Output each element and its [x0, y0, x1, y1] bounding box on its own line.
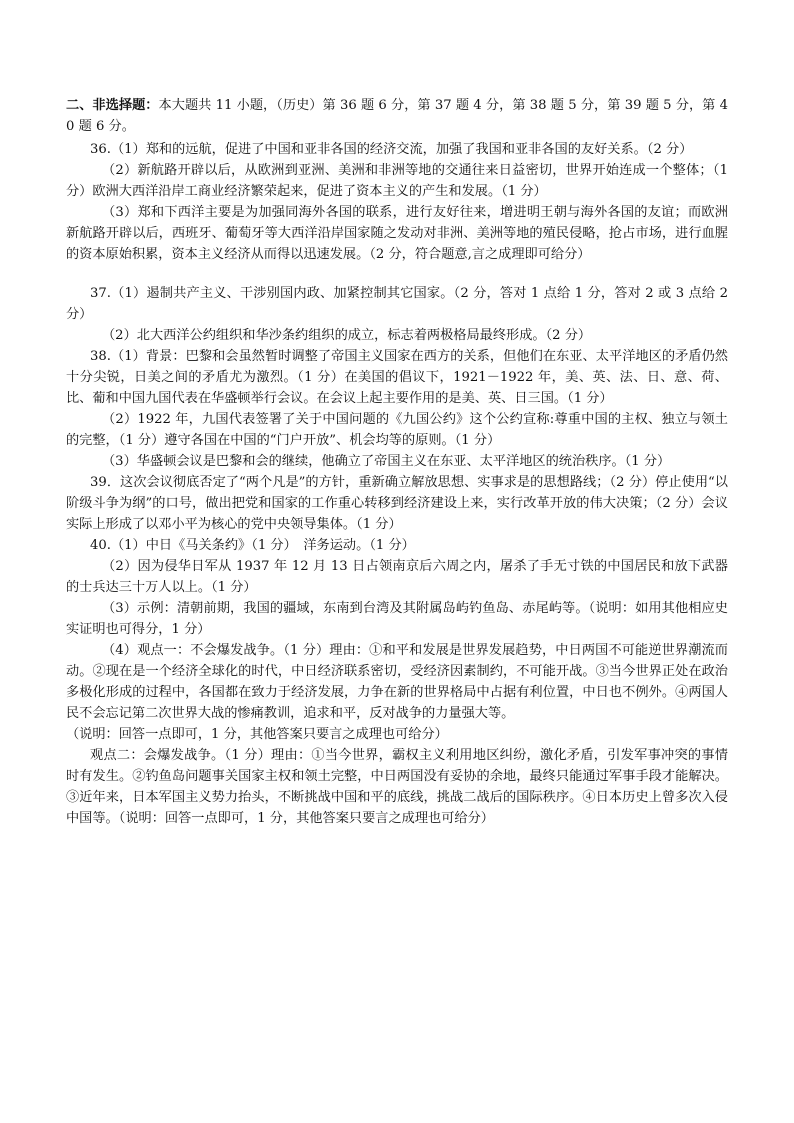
answer-38-2: （2）1922 年，九国代表签署了关于中国问题的《九国公约》这个公约宣称:尊重中国的主权、独立与领土的完整，（1 分）遵守各国在中国的“门户开放”、机会均等的原则。（1 分）: [66, 412, 728, 448]
answer-40-3: （3）示例：清朝前期，我国的疆域，东南到台湾及其附属岛屿钓鱼岛、赤尾屿等。（说明：如用其他相应史实证明也可得分，1 分）: [66, 601, 728, 637]
answer-40-2: （2）因为侵华日军从 1937 年 12 月 13 日占领南京后六周之内，屠杀了手无寸铁的中国居民和放下武器的士兵达三十万人以上。（1 分）: [66, 559, 728, 595]
answer-37-1: 37.（1）遏制共产主义、干涉别国内政、加紧控制其它国家。（2 分，答对 1 点给 1 分，答对 2 或 3 点给 2 分）: [66, 286, 728, 322]
answer-40-4-view-2: 观点二：会爆发战争。（1 分）理由：①当今世界，霸权主义利用地区纠纷，激化矛盾，引发军事冲突的事情时有发生。②钓鱼岛问题事关国家主权和领土完整，中日两国没有妥协的余地，最终只能通过军事手段才能解决。③近年来，日本军国主义势力抬头，不断挑战中国和平的底线，挑战二战后的国际秩序。④日本历史上曾多次入侵中国等。（说明：回答一点即可，1 分，其他答案只要言之成理也可给分）: [66, 748, 728, 826]
answer-document: [66, 95, 728, 829]
answer-38-3: （3）华盛顿会议是巴黎和会的继续，他确立了帝国主义在东亚、太平洋地区的统治秩序。（1 分）: [102, 454, 671, 469]
answer-36-3: （3）郑和下西洋主要是为加强同海外各国的联系，进行友好往来，增进明王朝与海外各国的友谊；而欧洲新航路开辟以后，西班牙、葡萄牙等大西洋沿岸国家随之发动对非洲、美洲等地的殖民侵略，抢占市场，进行血腥的资本原始积累，资本主义经济从而得以迅速发展。（2 分，符合题意,言之成理即可给分）: [66, 205, 728, 262]
answer-40-1: 40.（1）中日《马关条约》（1 分） 洋务运动。（1 分）: [90, 538, 415, 553]
answer-40-4-view-1: （4）观点一：不会爆发战争。（1 分）理由：①和平和发展是世界发展趋势，中日两国不可能逆世界潮流而动。②现在是一个经济全球化的时代，中日经济联系密切，受经济因素制约，不可能开战。③当今世界正处在政治多极化形成的过程中，各国都在致力于经济发展，力争在新的世界格局中占据有利位置，中日也不例外。④两国人民不会忘记第二次世界大战的惨痛教训，追求和平，反对战争的力量强大等。: [66, 643, 728, 721]
section-heading-text: 本大题共 11 小题，（历史）第 36 题 6 分，第 37 题 4 分，第 38 题 5 分，第 39 题 5 分，第 40 题 6 分。: [66, 98, 728, 134]
section-heading: [66, 95, 728, 137]
answer-40-4-view-1-note: （说明：回答一点即可，1 分，其他答案只要言之成理也可给分）: [66, 727, 448, 742]
answer-38-1: 38.（1）背景：巴黎和会虽然暂时调整了帝国主义国家在西方的关系，但他们在东亚、太平洋地区的矛盾仍然十分尖锐，日美之间的矛盾尤为激烈。（1 分）在美国的倡议下，1921－1922 年，美、英、法、日、意、荷、比、葡和中国九国代表在华盛顿举行会议。在会议上起主要作用的是美、英、日三国。（1 分）: [66, 349, 728, 406]
answer-36-2: （2）新航路开辟以后，从欧洲到亚洲、美洲和非洲等地的交通往来日益密切，世界开始连成一个整体；（1 分）欧洲大西洋沿岸工商业经济繁荣起来，促进了资本主义的产生和发展。（1 分）: [66, 163, 728, 199]
section-heading-label: 二、非选择题：: [66, 98, 159, 113]
answer-37-2: （2）北大西洋公约组织和华沙条约组织的成立，标志着两极格局最终形成。（2 分）: [102, 328, 592, 343]
answer-36-1: 36.（1）郑和的远航，促进了中国和亚非各国的经济交流，加强了我国和亚非各国的友好关系。（2 分）: [90, 142, 693, 157]
paragraph-gap: [66, 265, 728, 283]
answer-39: 39．这次会议彻底否定了“两个凡是”的方针，重新确立解放思想、实事求是的思想路线；（2 分）停止使用“以阶级斗争为纲”的口号，做出把党和国家的工作重心转移到经济建设上来，实行改革开放的伟大决策；（2 分）会议实际上形成了以邓小平为核心的党中央领导集体。（1 分）: [66, 475, 728, 532]
